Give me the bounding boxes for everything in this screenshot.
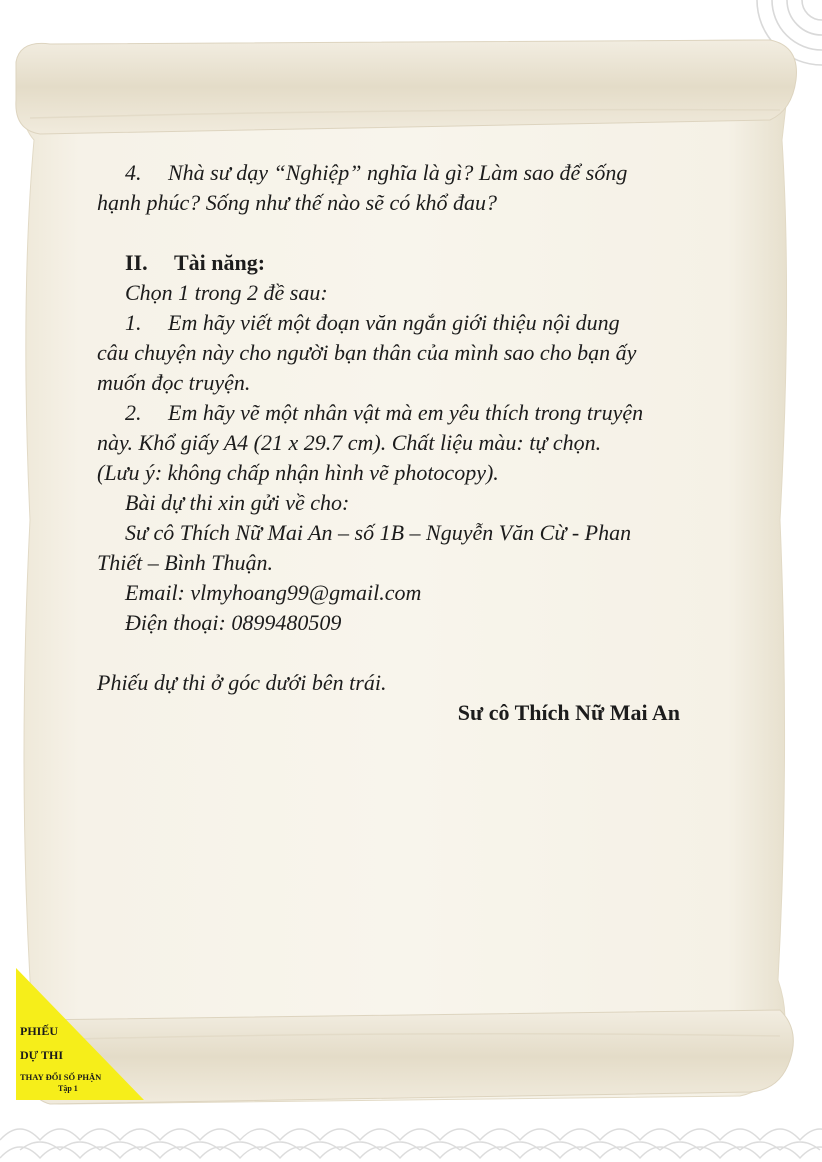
question-4-cont: hạnh phúc? Sống như thế nào sẽ có khổ đau? xyxy=(97,190,497,215)
option-2-cont2: (Lưu ý: không chấp nhận hình vẽ photocopy). xyxy=(97,460,499,485)
wave-ornament-bottom xyxy=(0,1129,822,1158)
question-text: Nhà sư dạy “Nghiệp” nghĩa là gì? Làm sao để sống xyxy=(168,160,628,185)
option-2-cont: này. Khổ giấy A4 (21 x 29.7 cm). Chất liệu màu: tự chọn. xyxy=(97,430,602,455)
email-line: Email: vlmyhoang99@gmail.com xyxy=(125,580,422,605)
section-title: Tài năng: xyxy=(174,250,266,275)
ticket-line-3: THAY ĐỔI SỐ PHẬN xyxy=(20,1072,102,1082)
option-number: 1. xyxy=(125,310,142,335)
send-to: Bài dự thi xin gửi về cho: xyxy=(125,490,350,515)
section-heading xyxy=(97,248,680,278)
option-1-cont2: muốn đọc truyện. xyxy=(97,370,251,395)
choose-instruction: Chọn 1 trong 2 đề sau: xyxy=(125,280,328,305)
question-number: 4. xyxy=(125,160,142,185)
ticket-line-2: DỰ THI xyxy=(20,1048,64,1062)
option-text: Em hãy viết một đoạn văn ngắn giới thiệu nội dung xyxy=(168,310,620,335)
signature: Sư cô Thích Nữ Mai An xyxy=(457,700,680,725)
option-number: 2. xyxy=(125,400,142,425)
ticket-line-4: Tập 1 xyxy=(58,1084,78,1093)
document-body xyxy=(97,158,680,728)
option-1 xyxy=(97,308,680,338)
option-text: Em hãy vẽ một nhân vật mà em yêu thích trong truyện xyxy=(168,400,644,425)
option-2 xyxy=(97,398,680,428)
ticket-line-1: PHIẾU xyxy=(20,1024,59,1038)
address-line-cont: Thiết – Bình Thuận. xyxy=(97,550,274,575)
ticket-note: Phiếu dự thi ở góc dưới bên trái. xyxy=(97,670,387,695)
address-line: Sư cô Thích Nữ Mai An – số 1B – Nguyễn Văn Cừ - Phan xyxy=(125,520,632,545)
section-number: II. xyxy=(125,250,148,275)
question-4 xyxy=(97,158,680,188)
option-1-cont: câu chuyện này cho người bạn thân của mình sao cho bạn ấy xyxy=(97,340,637,365)
phone-line: Điện thoại: 0899480509 xyxy=(125,610,342,635)
